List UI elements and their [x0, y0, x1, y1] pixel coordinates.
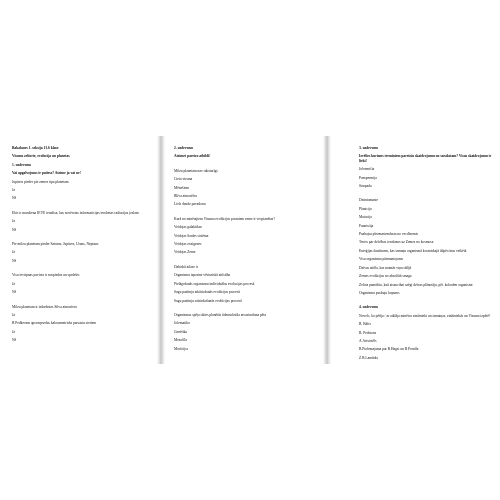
question-4: Organismus spēja sāties planētās ūdensoksīda atvasinošana pēta — [174, 312, 266, 317]
question-3: Pie milzu planetam pieder Saturns, Jupiters, Urans, Neptuns — [12, 242, 99, 247]
task-heading: 1. uzdevums — [12, 162, 31, 167]
option-item: Sugu pazīmju atkārtošanās evolūcijas procesā — [174, 290, 240, 295]
definition-item: Zemes evolūcijas no absolūtā smaga — [359, 274, 412, 279]
question-2: Ekis ir musdiena IEVE ieradisa, kas novērotas informaticijas ierobetas radiacijas joslam — [12, 210, 139, 215]
task-heading: 4. uzdevums — [359, 305, 378, 310]
document-title: Bakalaurs 1. seksija 13.6 klase — [12, 146, 59, 150]
document-page-3 — [355, 138, 500, 360]
option-item: Genētika — [174, 329, 187, 334]
page-gutter-shadow — [157, 136, 165, 364]
question-3: Dabiskā atlase ir — [174, 264, 198, 269]
option-item: Sugu pazīmju saīsinkošanās evolūcijas procesā — [174, 298, 242, 303]
document-subtitle: Visums zeltorie, evolucija un planetas — [12, 154, 70, 159]
answer-yes: Ja — [12, 219, 15, 224]
option-item: Organismu izpratne vēsturiskā attīstība — [174, 273, 231, 278]
definition-item: Enerģijas daudzums, kas izmaņu organismā kosmiskajā tālpēc/atas veikētā — [359, 248, 467, 253]
answer-yes: Ja — [12, 329, 15, 334]
term-item: Planicija — [359, 206, 372, 211]
option-item: Mezofīla — [174, 338, 187, 343]
option-item: Mēnešiem — [174, 185, 189, 190]
document-page-2 — [170, 138, 318, 360]
scientist-item: B. Pedrsons — [359, 330, 377, 335]
option-item: Cieta virsma — [174, 177, 193, 182]
answer-yes: Ja — [12, 281, 15, 286]
document-page-1 — [8, 138, 155, 360]
scientist-item: A.Aristotēls — [359, 338, 377, 343]
scientist-item: B.Ptolemajuma par B.Hagst un B.Pornīla — [359, 347, 419, 352]
scientist-item: Z.B.Lamārks — [359, 355, 378, 360]
definition-item: Zelota pamāfitu, kuā atsaucibai saēgi dzīvas plānotāju, pēt. kolonēm organismi — [359, 282, 473, 287]
option-item: Morfoijss — [174, 346, 188, 351]
task-heading: 2. uzdevums — [174, 146, 193, 150]
question-6: B Pedkeoms apsvarpsedas kalosametrisks parsastu sietiem — [12, 321, 97, 326]
answer-yes: Ja — [12, 312, 15, 317]
option-item: Liels daudz pavadonu — [174, 202, 206, 207]
definition-item: Organismu pusbuju kopums — [359, 290, 400, 295]
option-item: Veidojas Saules sistēma — [174, 233, 209, 238]
option-item: Veidojas zvaigznes — [174, 242, 202, 247]
definition-item: Paabajsu plezmastemlasta no vecdīzemis — [359, 232, 418, 237]
answer-no: Nē — [12, 258, 17, 263]
option-item: Pielāgošanās organismu individuālas evolucijas procesā — [174, 281, 255, 286]
task-intro: Novelc, ko pētīja / ar atklāja minētos zinātnieki un izmaiņas, zinātniekās un Visuma izpētē! — [359, 313, 491, 318]
term-item: Panspermija — [359, 175, 377, 180]
task-intro: Atzimet pareizo atbildi! — [174, 154, 211, 159]
option-item: Blīva atmosfēra — [174, 194, 197, 199]
page-gutter-shadow — [323, 136, 331, 364]
question-1: Milzu planetam nav raksturīgs — [174, 168, 218, 173]
answer-yes: Ja — [12, 188, 15, 193]
definition-item: Teoris par dzīvības ierašanos uz Zemes no kosmosa — [359, 240, 434, 245]
answer-no: Nē — [12, 227, 17, 232]
definition-item: Visu organismu pārmantojums — [359, 257, 404, 262]
task-intro: Vai apgalvojums ir patiess? Atzime ja vai ne! — [12, 171, 81, 176]
option-item: Veidojas galaktikas — [174, 225, 202, 230]
answer-no: Nē — [12, 338, 17, 343]
option-item: Veidojas Zeme — [174, 250, 196, 255]
question-5: Milzu planetam ir izdarbotas Silva atmosfera — [12, 304, 77, 309]
answer-no: Nē — [12, 290, 17, 295]
question-2: Kurā no minētajiem Visuma evolūcijas posmiem zeme ir vecpianētas? — [174, 216, 275, 221]
term-item: Jolenerifia — [359, 167, 375, 172]
answer-no: Nē — [12, 196, 17, 201]
definition-item: Dzīvas attēla, kas mainās viņu sālījā — [359, 265, 412, 270]
term-item: Starpada — [359, 184, 372, 189]
task-intro: Izvēlies kurisms terminiem pareizās skaidrojumu no sarakstam? Visus skaidrojumu ir lieki! — [359, 154, 492, 163]
question-1: Jupiters pieder pie zemes tipa planetam — [12, 179, 69, 184]
task-heading: 3. uzdevums — [359, 146, 378, 150]
term-item: Mutacija — [359, 215, 372, 220]
term-item: Faunistija — [359, 223, 374, 228]
question-4: Visu ievirpnas pavirsa ir nospiedus un sprdeles — [12, 273, 80, 278]
scientist-item: B. Bāfrs — [359, 322, 371, 327]
term-item: Dzimtamaste — [359, 198, 378, 203]
option-item: Jolematika — [174, 321, 190, 326]
answer-yes: Ja — [12, 250, 15, 255]
